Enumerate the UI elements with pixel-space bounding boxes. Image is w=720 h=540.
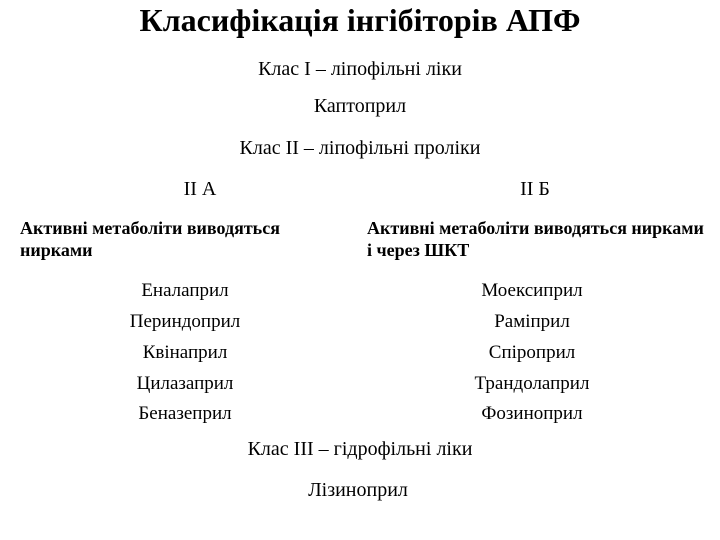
subclass-a-drug-1: Еналаприл — [141, 280, 229, 301]
subclass-b-description: Активні метаболіти виводяться нирками і через ШКТ — [367, 218, 704, 260]
subclass-b-drug-5: Фозиноприл — [481, 403, 583, 424]
subclass-b-drug-4: Трандолаприл — [474, 373, 590, 394]
class2-heading: Клас ІІ – ліпофільні проліки — [239, 137, 481, 159]
subclass-b-label: ІІ Б — [520, 178, 550, 200]
subclass-a-drug-3: Квінаприл — [142, 342, 228, 363]
class3-drug: Лізиноприл — [308, 479, 408, 501]
subclass-a-drug-5: Беназеприл — [138, 403, 232, 424]
subclass-b-drug-3: Спіроприл — [488, 342, 576, 363]
subclass-b-drug-2: Раміприл — [494, 311, 570, 332]
class1-heading: Клас І – ліпофільні ліки — [258, 58, 462, 80]
subclass-b-drug-1: Моексиприл — [481, 280, 583, 301]
slide-title: Класифікація інгібіторів АПФ — [139, 2, 581, 38]
subclass-a-drug-4: Цилазаприл — [136, 373, 234, 394]
class1-drug: Каптоприл — [313, 95, 407, 117]
subclass-a-drug-2: Периндоприл — [129, 311, 241, 332]
subclass-a-label: ІІ А — [183, 178, 217, 200]
subclass-a-description: Активні метаболіти виводяться нирками — [20, 218, 280, 260]
class3-heading: Клас ІІІ – гідрофільні ліки — [247, 438, 473, 460]
